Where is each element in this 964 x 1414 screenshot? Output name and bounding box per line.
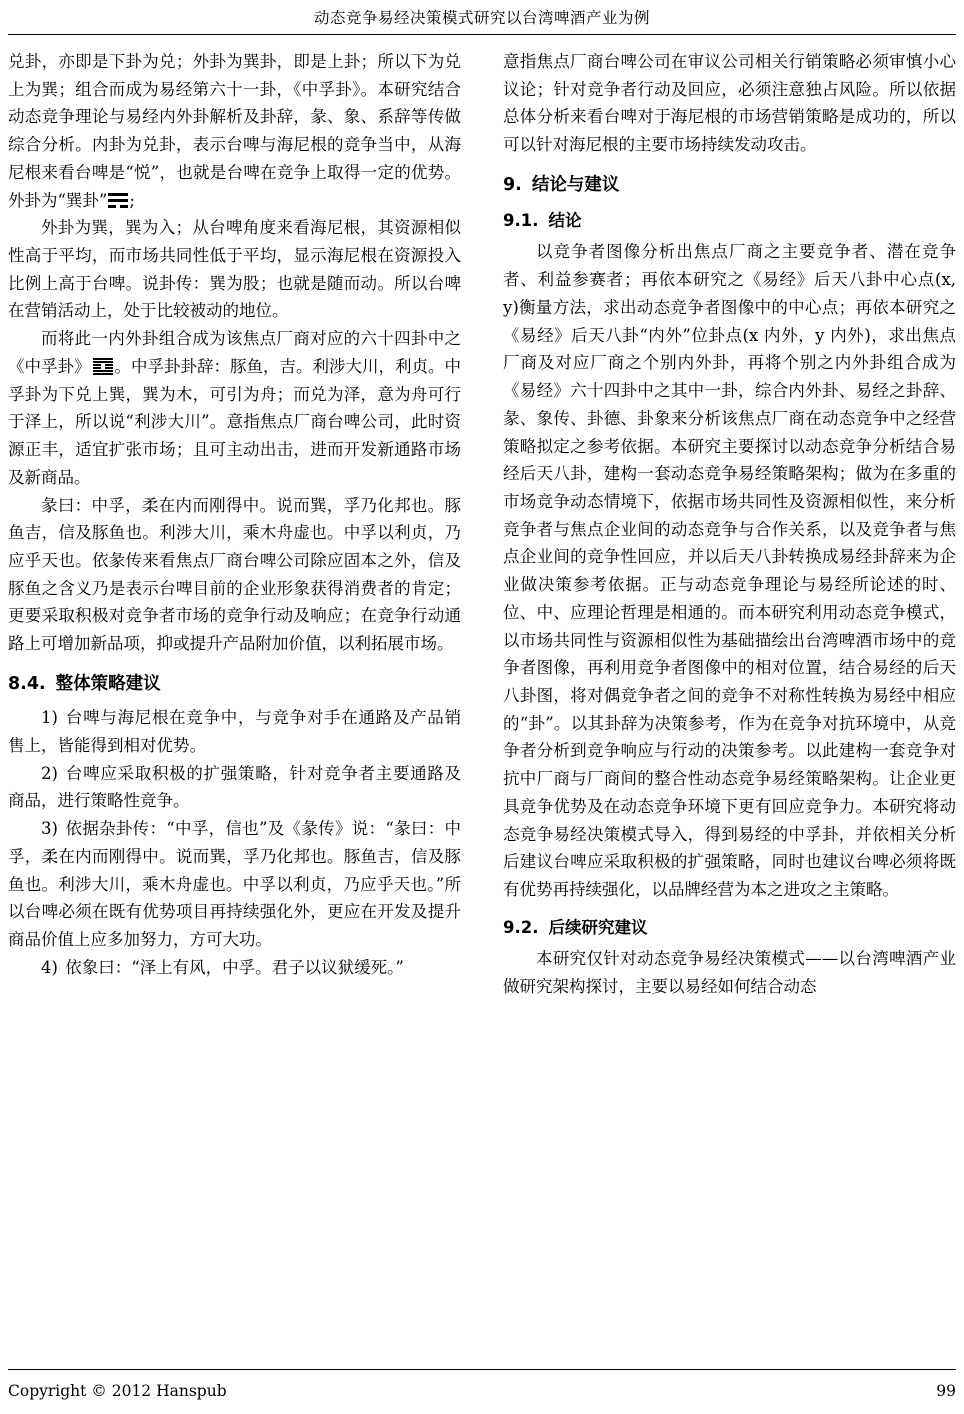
left-column	[8, 48, 461, 1344]
paragraph-outer-trigram: 外卦为巽，巽为入；从台啤角度来看海尼根，其资源相似性高于平均，而市场共同性低于平均，显示海尼根在资源投入比例上高于台啤。说卦传：巽为股；也就是随而动。所以台啤在营销活动上，处于比较被动的地位。	[8, 218, 461, 321]
list-item-text: 台啤应采取积极的扩强策略，针对竞争者主要通路及商品，进行策略性竞争。	[8, 763, 462, 811]
section-number: 9.	[503, 174, 522, 195]
copyright-notice: Copyright © 2012 Hanspub	[8, 1382, 227, 1400]
paragraph-conclusion: 以竞争者图像分析出焦点厂商之主要竞争者、潜在竞争者、利益参赛者；再依本研究之《易经》后天八卦中心点(x, y)衡量方法，求出动态竞争者图像中的中心点；再依本研究之《易经》后天八卦“内外”位卦点(x 内外，y 内外)，求出焦点厂商及对应厂商之个别内外卦，再将个别之内外卦组合成为《易经》六十四卦中之其中一卦，综合内外卦、易经之卦辞、彖、象传、卦德、卦象来分析该焦点厂商在动态竞争中之经营策略拟定之参考依据。本研究主要探讨以动态竞争分析结合易经后天八卦，建构一套动态竞争易经策略架构；做为在多重的市场竞争动态情境下，依据市场共同性及资源相似性，来分析竞争者与焦点企业间的动态竞争与合作关系，以及竞争者与焦点企业间的竞争性回应，并以后天八卦转换成易经卦辞来为企业做决策参考依据。正与动态竞争理论与易经所论述的时、位、中、应理论哲理是相通的。而本研究利用动态竞争模式，以市场共同性与资源相似性为基础描绘出台湾啤酒市场中的竞争者图像，再利用竞争者图像中的相对位置，结合易经的后天八卦图，将对偶竞争者之间的竞争不对称性转换为易经中相应的“卦”。以其卦辞为决策参考，作为在竞争对抗环境中，从竞争者分析到竞争响应与行动的决策参考。以此建构一套竞争对抗中厂商与厂商间的整合性动态竞争易经策略架构。让企业更具竞争优势及在动态竞争环境下更有回应竞争力。本研究将动态竞争易经决策模式导入，得到易经的中孚卦，并依相关分析后建议台啤应采取积极的扩强策略，同时也建议台啤必须将既有优势再持续强化，以品牌经营为本之进攻之主策略。	[503, 242, 956, 899]
page-number: 99	[936, 1382, 956, 1400]
subsection-number: 9.1.	[503, 211, 539, 231]
paragraph-hexagram-zhongfu: 而将此一内外卦组合成为该焦点厂商对应的六十四卦中之《中孚卦》 。中孚卦卦辞：豚鱼，吉。利涉大川，利贞。中孚卦为下兑上巽，巽为木，可引为舟；而兑为泽，意为舟可行于泽上，所以说“利涉大川”。意指焦点厂商台啤公司，此时资源正丰，适宜扩张市场；且可主动出击，进而开发新通路市场及新商品。	[8, 329, 461, 487]
paragraph-future-research: 本研究仅针对动态竞争易经决策模式——以台湾啤酒产业做研究架构探讨，主要以易经如何结合动态	[503, 948, 956, 996]
running-head: 动态竞争易经决策模式研究以台湾啤酒产业为例	[313, 9, 650, 27]
page-footer	[8, 1382, 956, 1400]
trigram-xun-icon	[108, 193, 128, 208]
list-item	[8, 954, 461, 982]
list-item	[8, 815, 461, 954]
section-heading-8-4	[8, 672, 461, 697]
subsection-title: 后续研究建议	[548, 917, 648, 937]
list-item-text: 依象曰：“泽上有风，中孚。君子以议狱缓死。”	[65, 957, 404, 977]
subsection-heading-9-2	[503, 916, 956, 939]
subsection-title: 结论	[548, 211, 582, 231]
header-rule	[8, 34, 956, 35]
subsection-number: 9.2.	[503, 917, 539, 937]
hexagram-zhongfu-icon	[93, 358, 113, 375]
paragraph-tuan-commentary: 彖曰：中孚，柔在内而刚得中。说而巽，孚乃化邦也。豚鱼吉，信及豚鱼也。利涉大川，乘木舟虚也。中孚以利贞，乃应乎天也。依彖传来看焦点厂商台啤公司除应固本之外，信及豚鱼之含义乃是表示台啤目前的企业形象获得消费者的肯定；更要采取积极对竞争者市场的竞争行动及响应；在竞争行动通路上可增加新品项，抑或提升产品附加价值，以利拓展市场。	[8, 495, 461, 654]
list-item-label: 3)	[41, 819, 58, 839]
list-item-label: 4)	[41, 957, 58, 977]
section-number: 8.4.	[8, 673, 46, 694]
list-item-text: 依据杂卦传：“中孚，信也”及《彖传》说：“彖曰：中孚，柔在内而刚得中。说而巽，孚乃化邦也。豚鱼吉，信及豚鱼也。利涉大川，乘木舟虚也。中孚以利贞，乃应乎天也。”所以台啤必须在既有优势项目再持续强化外，更应在开发及提升商品价值上应多加努力，方可大功。	[8, 819, 461, 950]
section-title: 整体策略建议	[55, 673, 161, 694]
list-item-label: 1)	[41, 708, 58, 728]
paragraph-continuation: 兑卦，亦即是下卦为兑；外卦为巽卦，即是上卦；所以下为兑上为巽；组合而成为易经第六十一卦，《中孚卦》。本研究结合动态竞争理论与易经内外卦解析及卦辞，彖、象、系辞等传做综合分析。内卦为兑卦，表示台啤与海尼根的竞争当中，从海尼根来看台啤是“悦”，也就是台啤在竞争上取得一定的优势。外卦为“巽卦” ;	[8, 52, 461, 210]
section-title: 结论与建议	[531, 174, 620, 195]
subsection-heading-9-1	[503, 209, 956, 232]
footer-rule	[8, 1369, 956, 1370]
list-item	[8, 760, 461, 815]
right-column	[503, 48, 956, 1344]
list-item-text: 台啤与海尼根在竞争中，与竞争对手在通路及产品销售上，皆能得到相对优势。	[8, 708, 462, 756]
list-item-label: 2)	[41, 763, 58, 783]
paragraph-continuation: 意指焦点厂商台啤公司在审议公司相关行销策略必须审慎小心议论；针对竞争者行动及回应，必须注意独占风险。所以依据总体分析来看台啤对于海尼根的市场营销策略是成功的，所以可以针对海尼根的主要市场持续发动攻击。	[503, 52, 956, 155]
two-column-body	[8, 48, 956, 1344]
list-item	[8, 704, 461, 759]
section-heading-9	[503, 173, 956, 198]
